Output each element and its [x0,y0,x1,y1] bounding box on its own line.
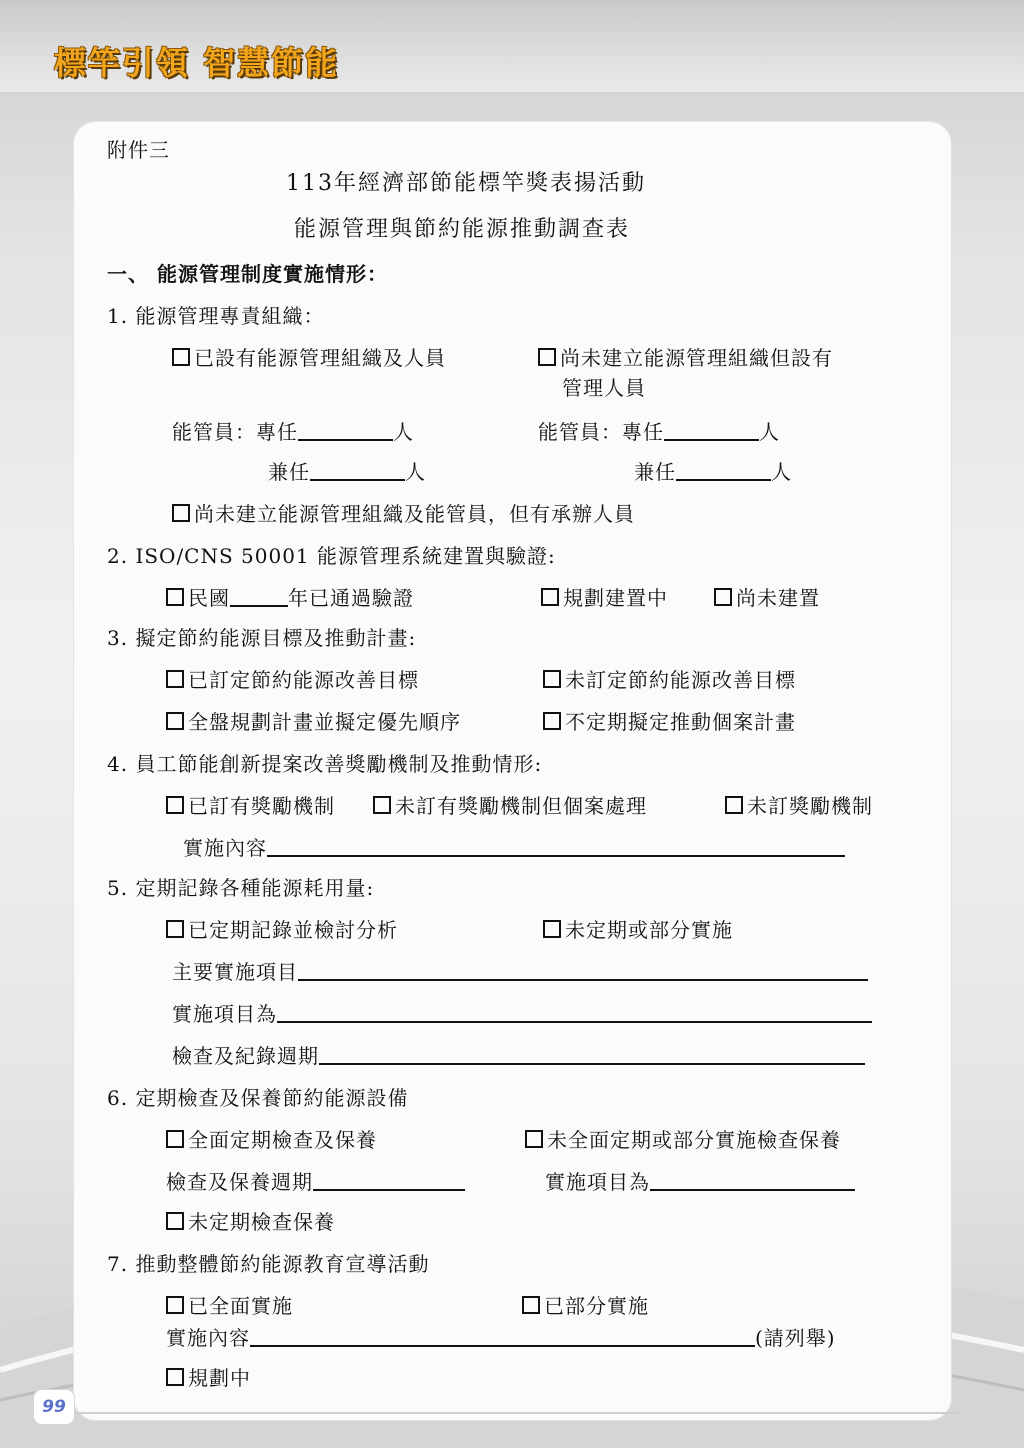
q7-option-c[interactable] [166,1366,251,1390]
q6-option-a[interactable] [166,1128,377,1152]
part-time-label: 兼任 [268,460,310,484]
unit-label: 人 [393,420,414,444]
q3-option-a[interactable] [166,668,419,692]
q2-option-a[interactable] [166,586,414,610]
q7-content-row [166,1326,836,1350]
checkbox[interactable] [714,588,732,606]
q3-option-d-label: 不定期擬定推動個案計畫 [565,710,796,734]
q6-cycle-row [166,1170,465,1194]
q2-heading: 2. ISO/CNS 50001 能源管理系統建置與驗證: [107,544,556,568]
q7-heading: 7. 推動整體節約能源教育宣導活動 [107,1252,430,1276]
part-time-label: 兼任 [634,460,676,484]
q5-items-row [172,1002,872,1026]
full-time-label: 能管員：專任 [172,420,298,444]
q3-option-b-label: 未訂定節約能源改善目標 [565,668,796,692]
q3-option-d[interactable] [543,710,796,734]
content-field[interactable] [250,1327,755,1347]
q1-option-b[interactable] [538,346,833,370]
items-field[interactable] [277,1003,872,1023]
section-heading: 一、 能源管理制度實施情形： [107,262,388,286]
page-number: 99 [33,1389,75,1425]
q2-option-a-suffix: 年已通過驗證 [288,586,414,610]
q2-option-c-label: 尚未建置 [736,586,820,610]
q1-option-b-label: 尚未建立能源管理組織但設有 [560,346,833,370]
q2-option-b-label: 規劃建置中 [563,586,668,610]
blank-field[interactable] [676,461,771,481]
checkbox[interactable] [172,348,190,366]
q5-main-items-label: 主要實施項目 [172,960,298,984]
footer-line [74,1412,962,1414]
q1-part-time-right [634,460,792,484]
main-items-field[interactable] [298,961,868,981]
q1-option-a-label: 已設有能源管理組織及人員 [194,346,446,370]
checkbox[interactable] [166,670,184,688]
cycle-field[interactable] [319,1045,865,1065]
content-field[interactable] [267,837,845,857]
blank-field[interactable] [310,461,405,481]
q3-option-c-label: 全盤規劃計畫並擬定優先順序 [188,710,461,734]
q1-heading: 1. 能源管理專責組織： [107,304,325,328]
q1-full-time-right [538,420,780,444]
checkbox[interactable] [166,920,184,938]
q5-option-a[interactable] [166,918,398,942]
q5-items-label: 實施項目為 [172,1002,277,1026]
q7-option-a[interactable] [166,1294,293,1318]
q1-option-c[interactable] [172,502,635,526]
q2-option-a-prefix: 民國 [188,586,230,610]
checkbox[interactable] [525,1130,543,1148]
q4-heading: 4. 員工節能創新提案改善獎勵機制及推動情形: [107,752,543,776]
list-note: (請列舉) [755,1326,836,1350]
q1-option-c-label: 尚未建立能源管理組織及能管員，但有承辦人員 [194,502,635,526]
q1-option-a[interactable] [172,346,446,370]
checkbox[interactable] [543,712,561,730]
q4-option-c[interactable] [725,794,873,818]
q4-option-b-label: 未訂有獎勵機制但個案處理 [395,794,647,818]
checkbox[interactable] [538,348,556,366]
q5-option-a-label: 已定期記錄並檢討分析 [188,918,398,942]
q1-option-b-label-cont: 管理人員 [562,376,646,400]
blank-field[interactable] [664,421,759,441]
checkbox[interactable] [166,1368,184,1386]
unit-label: 人 [771,460,792,484]
q4-option-a[interactable] [166,794,335,818]
q3-heading: 3. 擬定節約能源目標及推動計畫: [107,626,417,650]
q6-option-c[interactable] [166,1210,335,1234]
q6-cycle-label: 檢查及保養週期 [166,1170,313,1194]
q7-option-a-label: 已全面實施 [188,1294,293,1318]
checkbox[interactable] [166,1212,184,1230]
q7-content-label: 實施內容 [166,1326,250,1350]
unit-label: 人 [759,420,780,444]
q5-main-items-row [172,960,868,984]
q1-full-time-left [172,420,414,444]
q3-option-b[interactable] [543,668,796,692]
form-title-line2: 能源管理與節約能源推動調查表 [294,217,631,242]
q5-option-b[interactable] [543,918,733,942]
checkbox[interactable] [166,712,184,730]
q6-option-c-label: 未定期檢查保養 [188,1210,335,1234]
checkbox[interactable] [725,796,743,814]
form-title-line1: 113年經濟部節能標竿獎表揚活動 [286,171,646,196]
q3-option-c[interactable] [166,710,461,734]
q7-option-c-label: 規劃中 [188,1366,251,1390]
attachment-label: 附件三 [107,138,170,162]
unit-label: 人 [405,460,426,484]
checkbox[interactable] [172,504,190,522]
q4-option-c-label: 未訂獎勵機制 [747,794,873,818]
checkbox[interactable] [373,796,391,814]
q6-option-b-label: 未全面定期或部分實施檢查保養 [547,1128,841,1152]
items-field[interactable] [650,1171,855,1191]
checkbox[interactable] [166,796,184,814]
banner-slogan: 標竿引領 智慧節能 [54,44,340,82]
checkbox[interactable] [166,1130,184,1148]
q1-part-time-left [268,460,426,484]
checkbox[interactable] [541,588,559,606]
q6-items-row [545,1170,855,1194]
q2-option-b[interactable] [541,586,668,610]
q5-option-b-label: 未定期或部分實施 [565,918,733,942]
checkbox[interactable] [166,1296,184,1314]
q7-option-b-label: 已部分實施 [544,1294,649,1318]
q6-heading: 6. 定期檢查及保養節約能源設備 [107,1086,409,1110]
blank-field[interactable] [298,421,393,441]
q4-content-label: 實施內容 [183,836,267,860]
q4-content-row [183,836,845,860]
checkbox[interactable] [522,1296,540,1314]
cycle-field[interactable] [313,1171,465,1191]
year-field[interactable] [230,587,288,607]
checkbox[interactable] [543,670,561,688]
q6-option-a-label: 全面定期檢查及保養 [188,1128,377,1152]
checkbox[interactable] [543,920,561,938]
q6-items-label: 實施項目為 [545,1170,650,1194]
full-time-label: 能管員：專任 [538,420,664,444]
q6-option-b[interactable] [525,1128,841,1152]
q7-option-b[interactable] [522,1294,649,1318]
q4-option-a-label: 已訂有獎勵機制 [188,794,335,818]
q5-heading: 5. 定期記錄各種能源耗用量: [107,876,375,900]
q3-option-a-label: 已訂定節約能源改善目標 [188,668,419,692]
q5-cycle-row [172,1044,865,1068]
q5-cycle-label: 檢查及紀錄週期 [172,1044,319,1068]
checkbox[interactable] [166,588,184,606]
q2-option-c[interactable] [714,586,820,610]
q4-option-b[interactable] [373,794,647,818]
